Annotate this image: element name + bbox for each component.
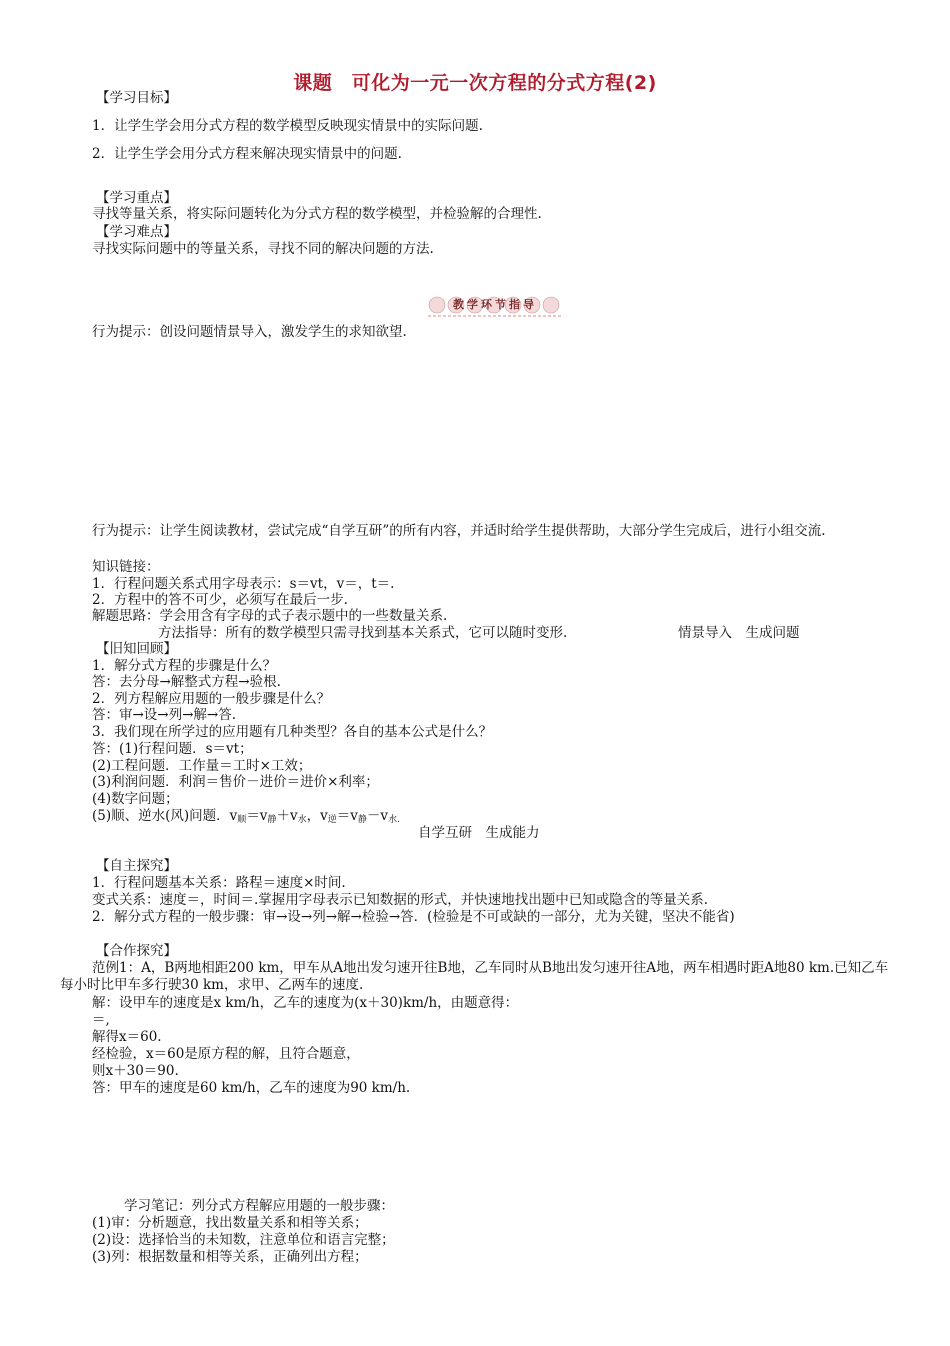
review-line: 答：(1)行程问题．s＝vt； [92,741,253,757]
key-points-text: 寻找等量关系，将实际问题转化为分式方程的数学模型，并检验解的合理性. [92,206,542,222]
solution-line: 解得x＝60. [92,1029,162,1045]
solution-line: 解：设甲车的速度是x km/h，乙车的速度为(x＋30)km/h，由题意得： [92,995,519,1011]
section-heading-self-study: 自学互研 生成能力 [418,825,540,841]
solution-line: 经检验，x＝60是原方程的解，且符合题意， [92,1046,360,1062]
badge-label: 教学环节指导 [453,298,537,311]
explore-paragraph: 2．解分式方程的一般步骤：审→设→列→解→检验→答．(检验是不可或缺的一部分，尤为关键，坚决不能省) [92,909,735,925]
knowledge-item: 1．行程问题关系式用字母表示：s＝vt，v＝，t＝. [92,576,395,592]
review-heading: 【旧知回顾】 [96,641,177,657]
review-line: (3)利润问题．利润＝售价－进价＝进价×利率； [92,774,379,790]
guide-hint-2: 行为提示：让学生阅读教材，尝试完成“自学互研”的所有内容，并适时给学生提供帮助，大部分学生完成后，进行小组交流. [92,523,826,539]
review-line: 2．列方程解应用题的一般步骤是什么？ [92,691,331,707]
objective-item: 2．让学生学会用分式方程来解决现实情景中的问题. [92,146,402,162]
review-line: 1．解分式方程的步骤是什么？ [92,658,277,674]
page-title: 课题 可化为一元一次方程的分式方程(2) [293,72,657,94]
solution-answer: 答：甲车的速度是60 km/h，乙车的速度为90 km/h. [92,1080,411,1096]
explore-heading: 【自主探究】 [96,858,177,874]
teaching-guide-badge [426,295,564,315]
section-heading-intro: 情景导入 生成问题 [678,625,800,641]
solution-line: 则x＋30＝90. [92,1063,179,1079]
notes-line: (1)审：分析题意，找出数量关系和相等关系； [92,1215,368,1231]
knowledge-heading: 知识链接： [92,559,160,575]
notes-heading: 学习笔记：列分式方程解应用题的一般步骤： [124,1198,394,1214]
solution-line: ＝, [92,1012,110,1028]
review-line-formula: (5)顺、逆水(风)问题．$v_顺=v_静+v_水$，$v_逆=v_静-v_{水.}$ [92,808,400,825]
approach-text: 解题思路：学会用含有字母的式子表示题中的一些数量关系. [92,608,448,624]
review-line: (2)工程问题．工作量＝工时×工效； [92,758,312,774]
notes-line: (2)设：选择恰当的未知数，注意单位和语言完整； [92,1232,395,1248]
review-line: (4)数字问题； [92,791,179,807]
difficulties-heading: 【学习难点】 [96,224,177,240]
explore-line: 1．行程问题基本关系：路程＝速度×时间. [92,875,346,891]
notes-line: (3)列：根据数量和相等关系，正确列出方程； [92,1249,368,1265]
objectives-heading: 【学习目标】 [96,90,177,106]
key-points-heading: 【学习重点】 [96,190,177,206]
difficulties-text: 寻找实际问题中的等量关系，寻找不同的解决问题的方法. [92,241,434,257]
method-text: 方法指导：所有的数学模型只需寻找到基本关系式，它可以随时变形. [158,625,568,641]
review-line: 3．我们现在所学过的应用题有几种类型？各自的基本公式是什么？ [92,724,493,740]
explore-line: 变式关系：速度＝，时间＝.掌握用字母表示已知数据的形式，并快速地找出题中已知或隐含的等量关系. [92,892,709,908]
review-line: 答：审→设→列→解→答. [92,707,237,723]
guide-hint-1: 行为提示：创设问题情景导入，激发学生的求知欲望. [92,324,407,340]
example-problem: 范例1：A，B两地相距200 km，甲车从A地出发匀速开往B地，乙车同时从B地出发匀速开往A地，两车相遇时距A地80 km.已知乙车每小时比甲车多行驶30 km，求甲、乙两车的速度. [60,960,889,993]
objective-item: 1．让学生学会用分式方程的数学模型反映现实情景中的实际问题. [92,118,483,134]
coop-heading: 【合作探究】 [96,943,177,959]
review-line: 答：去分母→解整式方程→验根. [92,674,281,690]
knowledge-item: 2．方程中的答不可少，必须写在最后一步. [92,592,348,608]
